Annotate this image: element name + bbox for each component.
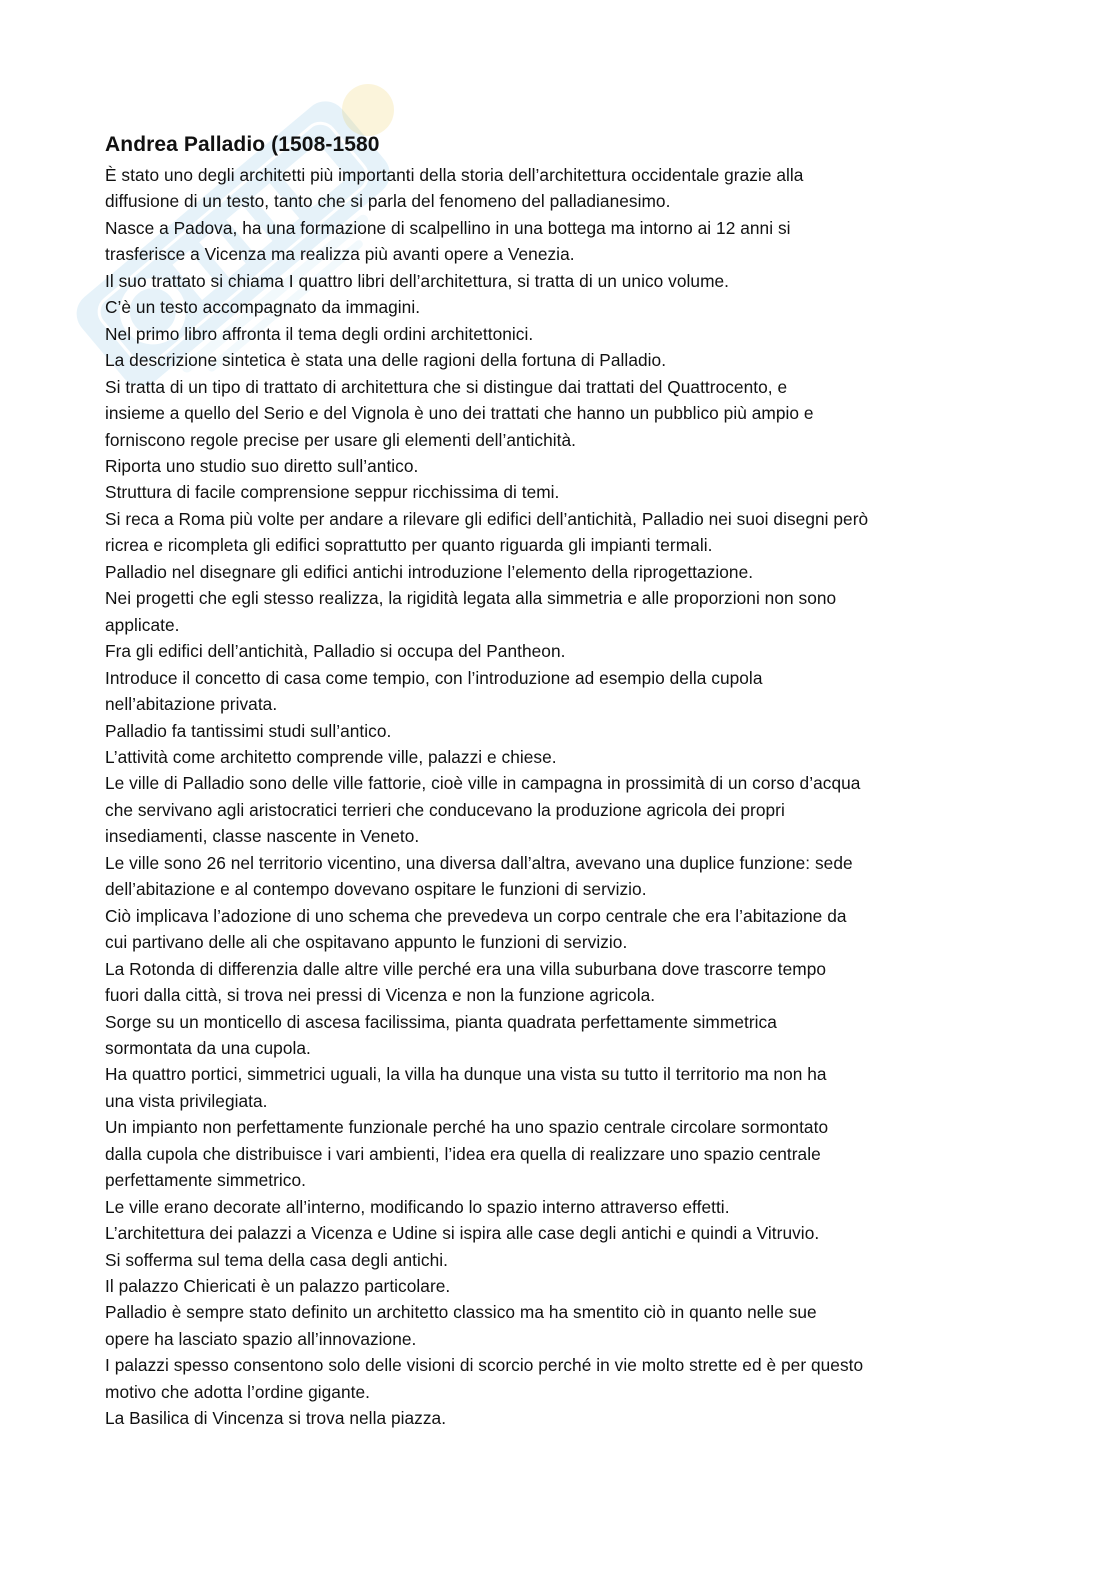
text-line: sormontata da una cupola. (105, 1037, 311, 1058)
text-line: diffusione di un testo, tanto che si parla del fenomeno del palladianesimo. (105, 191, 671, 212)
document-body (105, 130, 1065, 1432)
text-line: motivo che adotta l’ordine gigante. (105, 1381, 370, 1402)
text-line: Un impianto non perfettamente funzionale perché ha uno spazio centrale circolare sormontato (105, 1117, 829, 1138)
text-line: una vista privilegiata. (105, 1090, 268, 1111)
text-line: Introduce il concetto di casa come tempio, con l’introduzione ad esempio della cupola (105, 667, 763, 688)
text-line: dalla cupola che distribuisce i vari ambienti, l’idea era quella di realizzare uno spazio centrale (105, 1143, 821, 1164)
paragraph-lines (105, 162, 1065, 1432)
text-line: Ciò implicava l’adozione di uno schema che prevedeva un corpo centrale che era l’abitazione da (105, 905, 847, 926)
text-line: perfettamente simmetrico. (105, 1170, 307, 1191)
text-line: cui partivano delle ali che ospitavano appunto le funzioni di servizio. (105, 932, 628, 953)
text-line: Le ville sono 26 nel territorio vicentino, una diversa dall’altra, avevano una duplice funzione: sede (105, 852, 853, 873)
text-line: ricrea e ricompleta gli edifici soprattutto per quanto riguarda gli impianti termali. (105, 535, 713, 556)
text-line: L’attività come architetto comprende ville, palazzi e chiese. (105, 746, 557, 767)
text-line: insieme a quello del Serio e del Vignola è uno dei trattati che hanno un pubblico più ampio e (105, 403, 814, 424)
text-line: Nel primo libro affronta il tema degli ordini architettonici. (105, 323, 534, 344)
text-line: che servivano agli aristocratici terrieri che conducevano la produzione agricola dei propri (105, 799, 785, 820)
text-line: Il suo trattato si chiama I quattro libri dell’architettura, si tratta di un unico volume. (105, 270, 730, 291)
text-line: fuori dalla città, si trova nei pressi di Vicenza e non la funzione agricola. (105, 985, 656, 1006)
text-line: Si sofferma sul tema della casa degli antichi. (105, 1249, 448, 1270)
text-line: Si tratta di un tipo di trattato di architettura che si distingue dai trattati del Quattrocento, e (105, 376, 788, 397)
text-line: Palladio fa tantissimi studi sull’antico. (105, 720, 392, 741)
text-line: Nasce a Padova, ha una formazione di scalpellino in una bottega ma intorno ai 12 anni si (105, 217, 791, 238)
text-line: dell’abitazione e al contempo dovevano ospitare le funzioni di servizio. (105, 879, 647, 900)
text-line: Struttura di facile comprensione seppur ricchissima di temi. (105, 482, 560, 503)
document-title: Andrea Palladio (1508-1580 (105, 133, 380, 156)
text-line: La Basilica di Vincenza si trova nella piazza. (105, 1408, 447, 1429)
text-line: Palladio nel disegnare gli edifici antichi introduzione l’elemento della riprogettazione. (105, 561, 754, 582)
text-line: Riporta uno studio suo diretto sull’antico. (105, 455, 419, 476)
text-line: opere ha lasciato spazio all’innovazione. (105, 1328, 417, 1349)
text-line: Fra gli edifici dell’antichità, Palladio si occupa del Pantheon. (105, 641, 566, 662)
text-line: Le ville erano decorate all’interno, modificando lo spazio interno attraverso effetti. (105, 1196, 730, 1217)
text-line: La descrizione sintetica è stata una delle ragioni della fortuna di Palladio. (105, 350, 667, 371)
text-line: Si reca a Roma più volte per andare a rilevare gli edifici dell’antichità, Palladio nei suoi disegni però (105, 508, 869, 529)
text-line: L’architettura dei palazzi a Vicenza e Udine si ispira alle case degli antichi e quindi a Vitruvio. (105, 1223, 820, 1244)
text-line: Nei progetti che egli stesso realizza, la rigidità legata alla simmetria e alle proporzioni non sono (105, 588, 837, 609)
text-line: Le ville di Palladio sono delle ville fattorie, cioè ville in campagna in prossimità di un corso d’acqua (105, 773, 861, 794)
text-line: Palladio è sempre stato definito un architetto classico ma ha smentito ciò in quanto nelle sue (105, 1302, 817, 1323)
text-line: È stato uno degli architetti più importanti della storia dell’architettura occidentale grazie alla (105, 165, 804, 185)
text-line: insediamenti, classe nascente in Veneto. (105, 826, 420, 847)
text-line: I palazzi spesso consentono solo delle visioni di scorcio perché in vie molto strette ed è per questo (105, 1355, 864, 1376)
text-line: La Rotonda di differenzia dalle altre ville perché era una villa suburbana dove trascorre tempo (105, 958, 827, 979)
text-line: forniscono regole precise per usare gli elementi dell’antichità. (105, 429, 577, 450)
text-line: Il palazzo Chiericati è un palazzo particolare. (105, 1276, 451, 1297)
text-line: nell’abitazione privata. (105, 694, 278, 715)
text-line: Ha quattro portici, simmetrici uguali, la villa ha dunque una vista su tutto il territorio ma non ha (105, 1064, 827, 1085)
text-line: applicate. (105, 614, 180, 635)
text-line: trasferisce a Vicenza ma realizza più avanti opere a Venezia. (105, 244, 575, 265)
text-line: C’è un testo accompagnato da immagini. (105, 297, 421, 318)
text-line: Sorge su un monticello di ascesa facilissima, pianta quadrata perfettamente simmetrica (105, 1011, 777, 1032)
